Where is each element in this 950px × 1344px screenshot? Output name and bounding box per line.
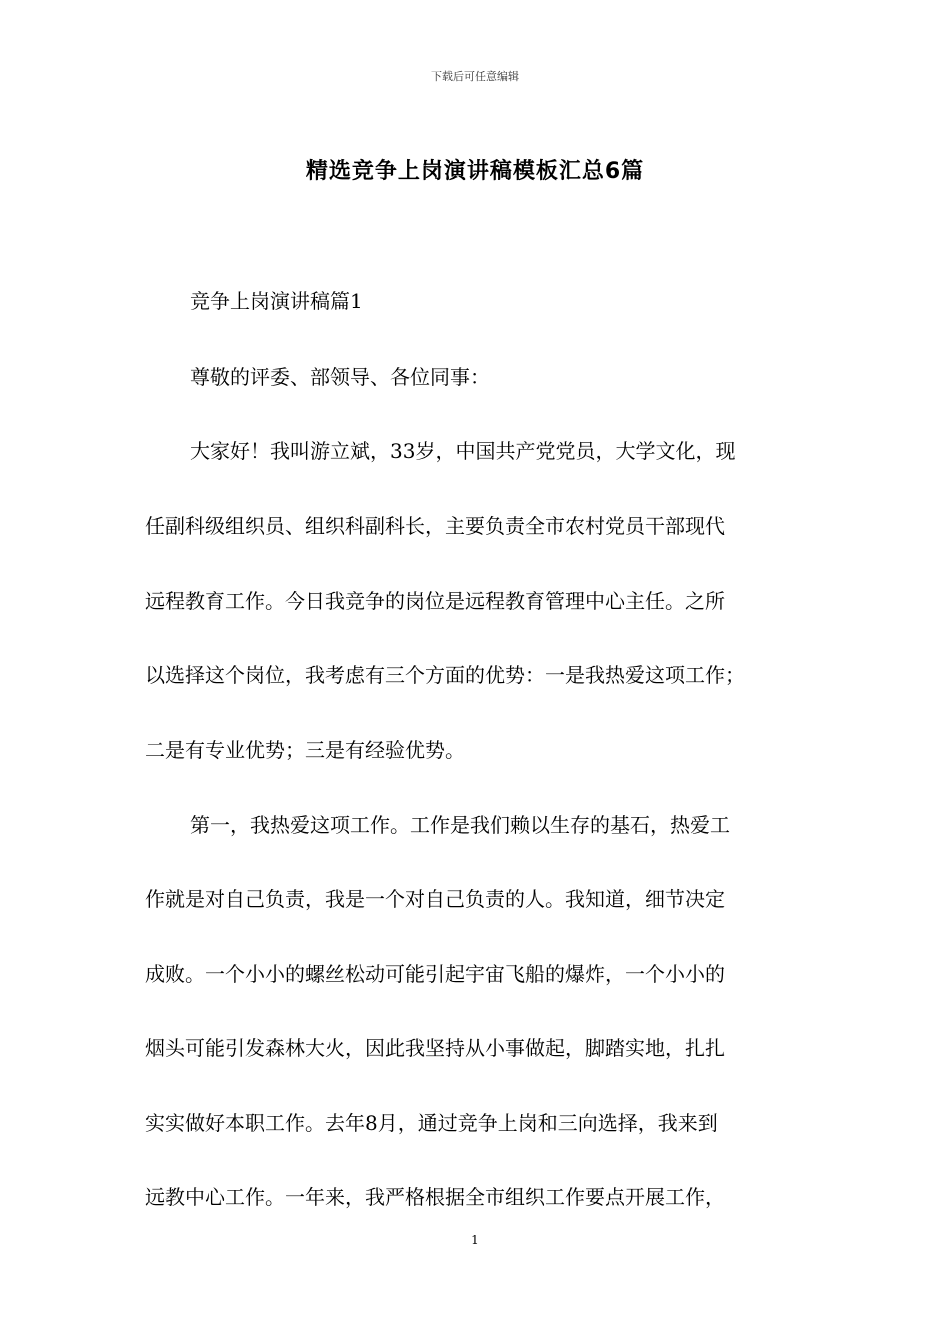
paragraph-line: 第一，我热爱这项工作。工作是我们赖以生存的基石，热爱工 <box>190 813 730 837</box>
paragraph-line: 大家好！我叫游立斌，33岁，中国共产党党员，大学文化，现 <box>190 439 736 463</box>
paragraph-line: 远程教育工作。今日我竞争的岗位是远程教育管理中心主任。之所 <box>145 589 725 613</box>
paragraph-line: 烟头可能引发森林大火，因此我坚持从小事做起，脚踏实地，扎扎 <box>145 1036 725 1060</box>
page-number: 1 <box>471 1233 479 1247</box>
salutation-line: 尊敬的评委、部领导、各位同事： <box>190 365 490 389</box>
header-note: 下载后可任意编辑 <box>431 70 519 83</box>
paragraph-line: 远教中心工作。一年来，我严格根据全市组织工作要点开展工作， <box>145 1185 725 1209</box>
paragraph-line: 任副科级组织员、组织科副科长，主要负责全市农村党员干部现代 <box>145 514 725 538</box>
paragraph-line: 以选择这个岗位，我考虑有三个方面的优势：一是我热爱这项工作； <box>145 663 745 687</box>
paragraph-line: 作就是对自己负责，我是一个对自己负责的人。我知道，细节决定 <box>145 887 725 911</box>
paragraph-line: 二是有专业优势；三是有经验优势。 <box>145 738 465 762</box>
paragraph-line: 成败。一个小小的螺丝松动可能引起宇宙飞船的爆炸，一个小小的 <box>145 962 725 986</box>
paragraph-line: 实实做好本职工作。去年8月，通过竞争上岗和三向选择，我来到 <box>145 1111 718 1135</box>
section-heading: 竞争上岗演讲稿篇1 <box>190 289 363 313</box>
document-title: 精选竞争上岗演讲稿模板汇总6篇 <box>305 159 645 184</box>
